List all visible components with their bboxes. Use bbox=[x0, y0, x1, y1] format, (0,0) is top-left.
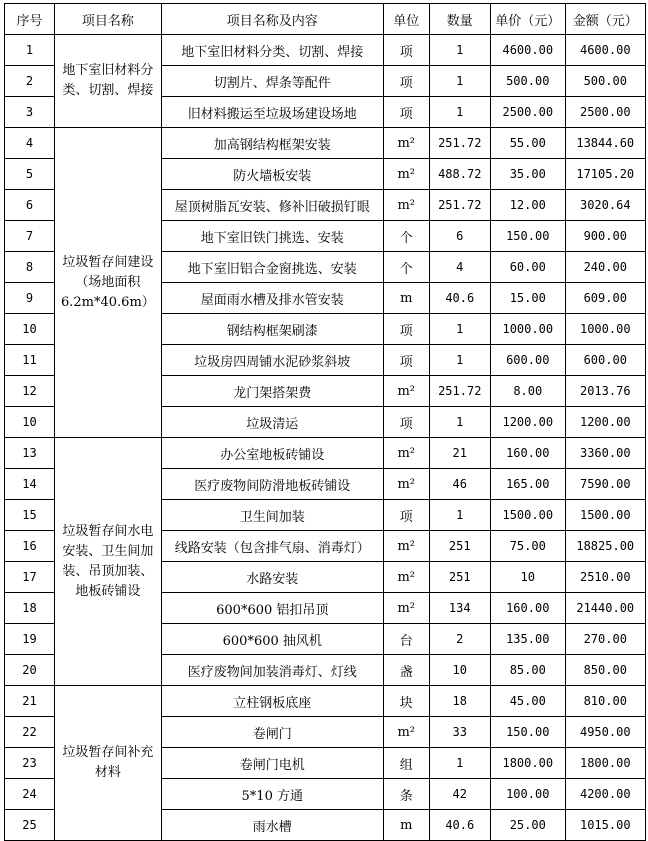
table-row bbox=[5, 128, 646, 159]
quantity-cell: 33 bbox=[429, 717, 490, 748]
content-cell: 雨水槽 bbox=[161, 810, 383, 841]
content-cell: 医疗废物间防滑地板砖铺设 bbox=[161, 469, 383, 500]
unit-price-cell: 15.00 bbox=[490, 283, 565, 314]
row-number-cell: 14 bbox=[5, 469, 55, 500]
quantity-cell: 251 bbox=[429, 531, 490, 562]
unit-cell: 盏 bbox=[383, 655, 429, 686]
unit-cell: 项 bbox=[383, 35, 429, 66]
quantity-cell: 1 bbox=[429, 35, 490, 66]
amount-cell: 3020.64 bbox=[565, 190, 645, 221]
unit-price-cell: 1500.00 bbox=[490, 500, 565, 531]
amount-cell: 7590.00 bbox=[565, 469, 645, 500]
quantity-cell: 2 bbox=[429, 624, 490, 655]
amount-cell: 810.00 bbox=[565, 686, 645, 717]
amount-cell: 2500.00 bbox=[565, 97, 645, 128]
content-cell: 办公室地板砖铺设 bbox=[161, 438, 383, 469]
row-number-cell: 2 bbox=[5, 66, 55, 97]
unit-cell: 项 bbox=[383, 407, 429, 438]
unit-price-cell: 2500.00 bbox=[490, 97, 565, 128]
content-cell: 线路安装（包含排气扇、消毒灯） bbox=[161, 531, 383, 562]
unit-price-cell: 4600.00 bbox=[490, 35, 565, 66]
content-cell: 屋面雨水槽及排水管安装 bbox=[161, 283, 383, 314]
amount-cell: 609.00 bbox=[565, 283, 645, 314]
amount-cell: 600.00 bbox=[565, 345, 645, 376]
quantity-cell: 18 bbox=[429, 686, 490, 717]
row-number-cell: 6 bbox=[5, 190, 55, 221]
quantity-cell: 251.72 bbox=[429, 376, 490, 407]
content-cell: 屋顶树脂瓦安装、修补旧破损钉眼 bbox=[161, 190, 383, 221]
amount-cell: 3360.00 bbox=[565, 438, 645, 469]
quantity-cell: 251 bbox=[429, 562, 490, 593]
unit-price-cell: 45.00 bbox=[490, 686, 565, 717]
unit-price-cell: 35.00 bbox=[490, 159, 565, 190]
unit-price-cell: 160.00 bbox=[490, 593, 565, 624]
row-number-cell: 4 bbox=[5, 128, 55, 159]
table-row bbox=[5, 438, 646, 469]
content-cell: 地下室旧铝合金窗挑选、安装 bbox=[161, 252, 383, 283]
row-number-cell: 9 bbox=[5, 283, 55, 314]
unit-cell: m² bbox=[383, 562, 429, 593]
unit-price-cell: 600.00 bbox=[490, 345, 565, 376]
unit-cell: m² bbox=[383, 128, 429, 159]
row-number-cell: 10 bbox=[5, 407, 55, 438]
amount-cell: 17105.20 bbox=[565, 159, 645, 190]
table-row bbox=[5, 686, 646, 717]
row-number-cell: 18 bbox=[5, 593, 55, 624]
quantity-cell: 134 bbox=[429, 593, 490, 624]
unit-cell: 条 bbox=[383, 779, 429, 810]
quantity-cell: 6 bbox=[429, 221, 490, 252]
content-cell: 钢结构框架刷漆 bbox=[161, 314, 383, 345]
header-amount: 金额（元） bbox=[565, 4, 645, 35]
row-number-cell: 19 bbox=[5, 624, 55, 655]
unit-cell: m² bbox=[383, 159, 429, 190]
row-number-cell: 15 bbox=[5, 500, 55, 531]
unit-price-cell: 1200.00 bbox=[490, 407, 565, 438]
row-number-cell: 1 bbox=[5, 35, 55, 66]
unit-cell: m² bbox=[383, 190, 429, 221]
content-cell: 水路安装 bbox=[161, 562, 383, 593]
unit-price-cell: 1000.00 bbox=[490, 314, 565, 345]
table-row bbox=[5, 35, 646, 66]
content-cell: 卷闸门电机 bbox=[161, 748, 383, 779]
unit-cell: 项 bbox=[383, 500, 429, 531]
unit-cell: 台 bbox=[383, 624, 429, 655]
content-cell: 防火墙板安装 bbox=[161, 159, 383, 190]
header-content: 项目名称及内容 bbox=[161, 4, 383, 35]
unit-cell: 项 bbox=[383, 97, 429, 128]
unit-cell: m² bbox=[383, 593, 429, 624]
amount-cell: 4600.00 bbox=[565, 35, 645, 66]
unit-price-cell: 8.00 bbox=[490, 376, 565, 407]
row-number-cell: 22 bbox=[5, 717, 55, 748]
row-number-cell: 3 bbox=[5, 97, 55, 128]
quantity-cell: 1 bbox=[429, 314, 490, 345]
amount-cell: 1800.00 bbox=[565, 748, 645, 779]
amount-cell: 21440.00 bbox=[565, 593, 645, 624]
content-cell: 600*600 铝扣吊顶 bbox=[161, 593, 383, 624]
content-cell: 地下室旧铁门挑选、安装 bbox=[161, 221, 383, 252]
row-number-cell: 8 bbox=[5, 252, 55, 283]
unit-cell: m² bbox=[383, 531, 429, 562]
amount-cell: 900.00 bbox=[565, 221, 645, 252]
quantity-cell: 10 bbox=[429, 655, 490, 686]
amount-cell: 240.00 bbox=[565, 252, 645, 283]
quotation-table bbox=[4, 3, 646, 841]
unit-cell: 项 bbox=[383, 345, 429, 376]
unit-price-cell: 100.00 bbox=[490, 779, 565, 810]
row-number-cell: 24 bbox=[5, 779, 55, 810]
unit-price-cell: 1800.00 bbox=[490, 748, 565, 779]
quantity-cell: 40.6 bbox=[429, 810, 490, 841]
row-number-cell: 12 bbox=[5, 376, 55, 407]
quantity-cell: 1 bbox=[429, 97, 490, 128]
amount-cell: 500.00 bbox=[565, 66, 645, 97]
row-number-cell: 21 bbox=[5, 686, 55, 717]
header-quantity: 数量 bbox=[429, 4, 490, 35]
unit-price-cell: 500.00 bbox=[490, 66, 565, 97]
amount-cell: 850.00 bbox=[565, 655, 645, 686]
quantity-cell: 1 bbox=[429, 748, 490, 779]
unit-price-cell: 75.00 bbox=[490, 531, 565, 562]
group-name-cell: 地下室旧材料分类、切割、焊接 bbox=[55, 35, 162, 128]
amount-cell: 270.00 bbox=[565, 624, 645, 655]
row-number-cell: 13 bbox=[5, 438, 55, 469]
content-cell: 立柱钢板底座 bbox=[161, 686, 383, 717]
amount-cell: 4950.00 bbox=[565, 717, 645, 748]
row-number-cell: 16 bbox=[5, 531, 55, 562]
unit-price-cell: 55.00 bbox=[490, 128, 565, 159]
amount-cell: 2510.00 bbox=[565, 562, 645, 593]
content-cell: 旧材料搬运至垃圾场建设场地 bbox=[161, 97, 383, 128]
amount-cell: 1200.00 bbox=[565, 407, 645, 438]
quantity-cell: 1 bbox=[429, 407, 490, 438]
unit-cell: m bbox=[383, 810, 429, 841]
header-unit: 单位 bbox=[383, 4, 429, 35]
unit-cell: 组 bbox=[383, 748, 429, 779]
row-number-cell: 10 bbox=[5, 314, 55, 345]
amount-cell: 18825.00 bbox=[565, 531, 645, 562]
quantity-cell: 21 bbox=[429, 438, 490, 469]
content-cell: 垃圾房四周铺水泥砂浆斜坡 bbox=[161, 345, 383, 376]
content-cell: 加高钢结构框架安装 bbox=[161, 128, 383, 159]
unit-price-cell: 135.00 bbox=[490, 624, 565, 655]
content-cell: 卷闸门 bbox=[161, 717, 383, 748]
unit-price-cell: 25.00 bbox=[490, 810, 565, 841]
quantity-cell: 488.72 bbox=[429, 159, 490, 190]
quantity-cell: 4 bbox=[429, 252, 490, 283]
group-name-cell: 垃圾暂存间建设（场地面积6.2m*40.6m） bbox=[55, 128, 162, 438]
header-unit-price: 单价（元） bbox=[490, 4, 565, 35]
row-number-cell: 25 bbox=[5, 810, 55, 841]
unit-cell: 项 bbox=[383, 314, 429, 345]
quantity-cell: 251.72 bbox=[429, 190, 490, 221]
unit-cell: 个 bbox=[383, 221, 429, 252]
unit-cell: 块 bbox=[383, 686, 429, 717]
content-cell: 垃圾清运 bbox=[161, 407, 383, 438]
group-name-cell: 垃圾暂存间水电安装、卫生间加装、吊顶加装、地板砖铺设 bbox=[55, 438, 162, 686]
quantity-cell: 1 bbox=[429, 66, 490, 97]
quantity-cell: 1 bbox=[429, 345, 490, 376]
content-cell: 切割片、焊条等配件 bbox=[161, 66, 383, 97]
unit-cell: 个 bbox=[383, 252, 429, 283]
amount-cell: 1015.00 bbox=[565, 810, 645, 841]
content-cell: 卫生间加装 bbox=[161, 500, 383, 531]
unit-cell: m² bbox=[383, 717, 429, 748]
content-cell: 5*10 方通 bbox=[161, 779, 383, 810]
header-row bbox=[5, 4, 646, 35]
group-name-cell: 垃圾暂存间补充材料 bbox=[55, 686, 162, 841]
quantity-cell: 251.72 bbox=[429, 128, 490, 159]
amount-cell: 13844.60 bbox=[565, 128, 645, 159]
content-cell: 龙门架搭架费 bbox=[161, 376, 383, 407]
unit-price-cell: 10 bbox=[490, 562, 565, 593]
row-number-cell: 11 bbox=[5, 345, 55, 376]
unit-cell: m² bbox=[383, 438, 429, 469]
row-number-cell: 5 bbox=[5, 159, 55, 190]
quantity-cell: 40.6 bbox=[429, 283, 490, 314]
row-number-cell: 23 bbox=[5, 748, 55, 779]
row-number-cell: 20 bbox=[5, 655, 55, 686]
unit-price-cell: 150.00 bbox=[490, 221, 565, 252]
amount-cell: 2013.76 bbox=[565, 376, 645, 407]
header-no: 序号 bbox=[5, 4, 55, 35]
quantity-cell: 42 bbox=[429, 779, 490, 810]
unit-price-cell: 165.00 bbox=[490, 469, 565, 500]
amount-cell: 4200.00 bbox=[565, 779, 645, 810]
header-item-name: 项目名称 bbox=[55, 4, 162, 35]
content-cell: 医疗废物间加装消毒灯、灯线 bbox=[161, 655, 383, 686]
unit-price-cell: 12.00 bbox=[490, 190, 565, 221]
unit-cell: m² bbox=[383, 376, 429, 407]
amount-cell: 1500.00 bbox=[565, 500, 645, 531]
amount-cell: 1000.00 bbox=[565, 314, 645, 345]
unit-cell: m bbox=[383, 283, 429, 314]
unit-cell: 项 bbox=[383, 66, 429, 97]
row-number-cell: 7 bbox=[5, 221, 55, 252]
unit-price-cell: 85.00 bbox=[490, 655, 565, 686]
content-cell: 600*600 抽风机 bbox=[161, 624, 383, 655]
quantity-cell: 46 bbox=[429, 469, 490, 500]
content-cell: 地下室旧材料分类、切割、焊接 bbox=[161, 35, 383, 66]
quantity-cell: 1 bbox=[429, 500, 490, 531]
table-body bbox=[5, 35, 646, 841]
unit-price-cell: 60.00 bbox=[490, 252, 565, 283]
unit-price-cell: 150.00 bbox=[490, 717, 565, 748]
unit-price-cell: 160.00 bbox=[490, 438, 565, 469]
row-number-cell: 17 bbox=[5, 562, 55, 593]
unit-cell: m² bbox=[383, 469, 429, 500]
